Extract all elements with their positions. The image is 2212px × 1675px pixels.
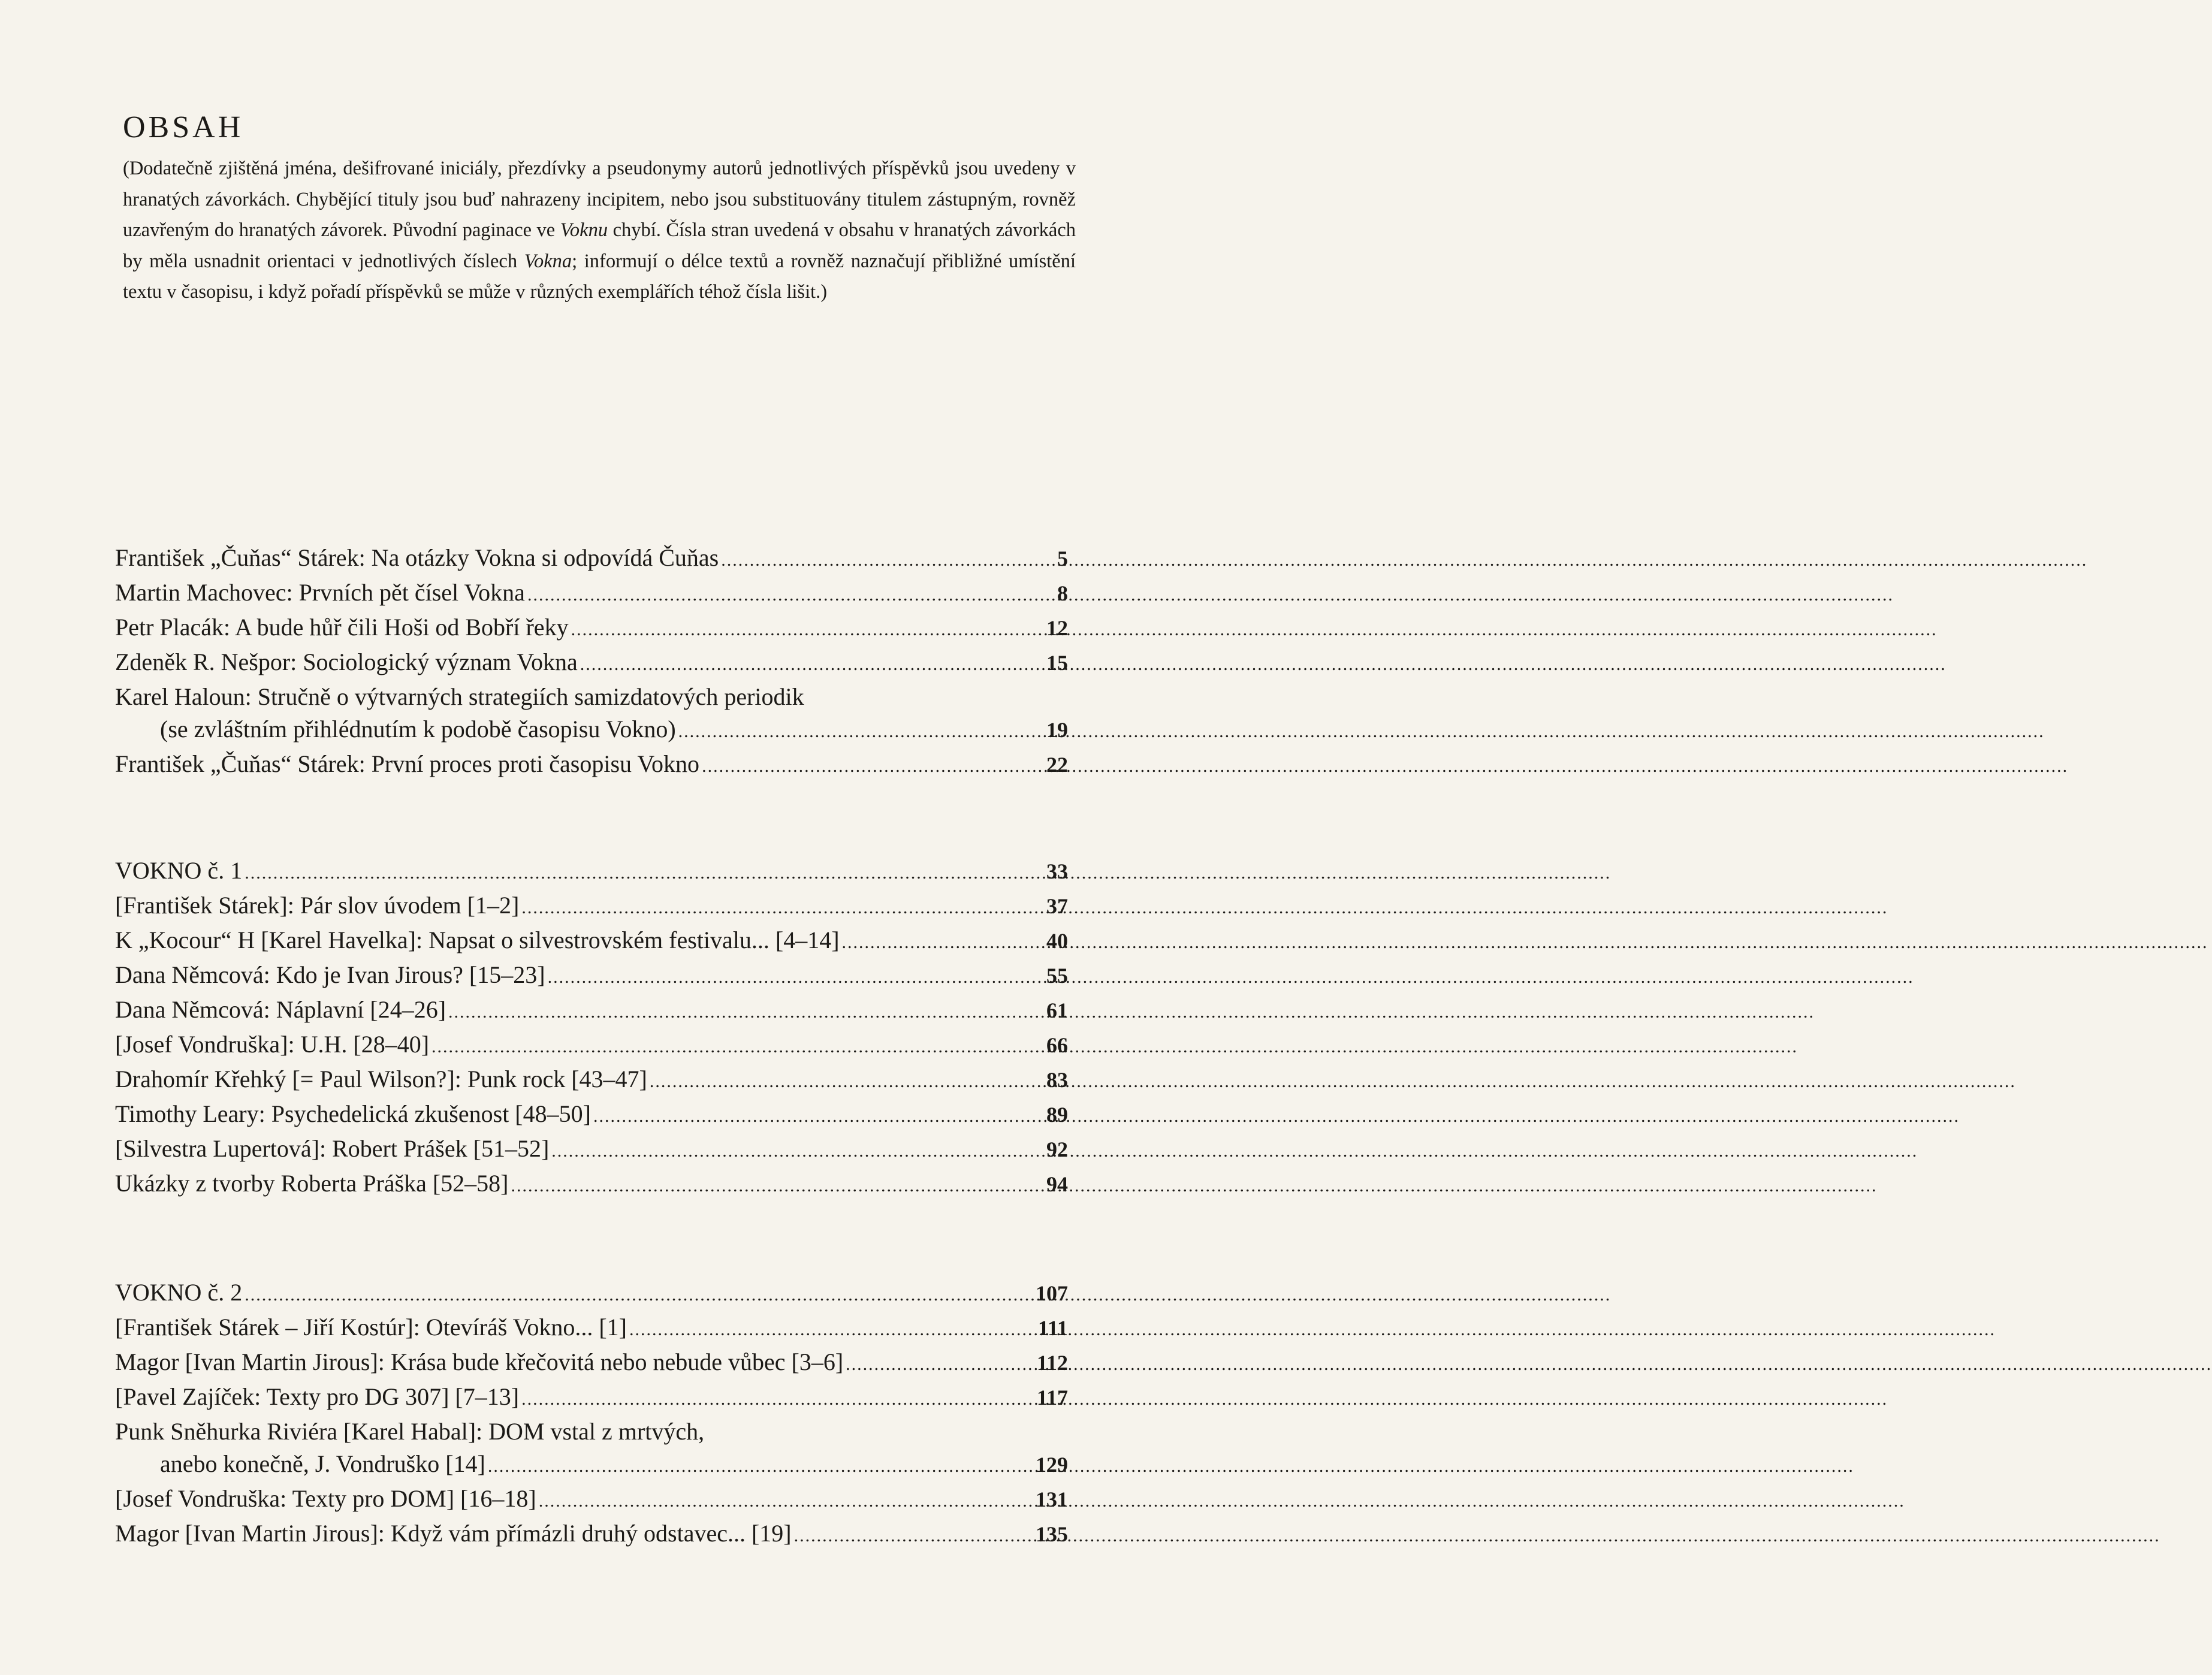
leader-dots (551, 1135, 1044, 1167)
toc-entry[interactable] (115, 924, 1068, 959)
toc-entry-page: 5 (1057, 547, 1068, 571)
section-heading[interactable] (115, 855, 1068, 889)
toc-entry-title: Dana Němcová: Kdo je Ivan Jirous? [15–23] (115, 961, 545, 988)
toc-entry[interactable] (115, 994, 1068, 1028)
toc-entry[interactable] (115, 1028, 1068, 1063)
toc-entry-title: Ukázky z tvorby Roberta Práška [52–58] (115, 1170, 509, 1197)
toc-entry[interactable] (115, 1517, 1068, 1552)
toc-entry-title: Petr Placák: A bude hůř čili Hoši od Bobří řeky (115, 614, 569, 641)
toc-entry-title: [Josef Vondruška: Texty pro DOM] [16–18] (115, 1485, 536, 1512)
editorial-note-italic-1: Voknu (560, 219, 608, 241)
toc-entry-title: Punk Sněhurka Riviéra [Karel Habal]: DOM vstal z mrtvých, (115, 1418, 705, 1445)
toc-entry-page: 55 (1046, 964, 1068, 988)
toc-entry-title: Karel Haloun: Stručně o výtvarných strategiích samizdatových periodik (115, 683, 804, 710)
toc-entry-page: 129 (1036, 1453, 1068, 1477)
section-heading[interactable] (115, 1276, 1068, 1311)
toc-entry[interactable] (115, 1483, 1068, 1517)
toc-entry[interactable] (115, 542, 1068, 577)
toc-entry-title: Magor [Ivan Martin Jirous]: Když vám přímázli druhý odstavec... [19] (115, 1520, 792, 1547)
toc-entry-page: 89 (1046, 1103, 1068, 1127)
toc-entry-title: K „Kocour“ H [Karel Havelka]: Napsat o silvestrovském festivalu... [4–14] (115, 926, 840, 953)
toc-entry[interactable] (115, 1311, 1068, 1346)
toc-entry-page: 131 (1036, 1487, 1068, 1511)
toc-entry-title: [Silvestra Lupertová]: Robert Prášek [51–52] (115, 1135, 550, 1162)
toc-entry-page: 15 (1046, 651, 1068, 675)
leader-dots (842, 926, 1044, 959)
toc-entry-title: Dana Němcová: Náplavní [24–26] (115, 996, 446, 1023)
toc-entry-page: 111 (1037, 1316, 1068, 1340)
toc-entry-page: 94 (1046, 1172, 1068, 1196)
leader-dots (571, 614, 1044, 646)
section-heading-title: VOKNO č. 2 (115, 1279, 243, 1306)
intro-studies-section (115, 542, 1068, 783)
editorial-note-part-2: chybí. Čísla stran uvedená v obsahu v hranatých závorkách by měla usnadnit orientaci v jednotlivých číslech (123, 219, 1076, 272)
toc-entry[interactable] (115, 1098, 1068, 1133)
toc-entry-continuation[interactable] (115, 713, 1068, 748)
toc-entry-page: 22 (1046, 753, 1068, 777)
toc-entry-page: 112 (1036, 1351, 1068, 1375)
leader-dots (511, 1170, 1044, 1202)
toc-entry-title: Magor [Ivan Martin Jirous]: Krása bude křečovitá nebo nebude vůbec [3–6] (115, 1348, 844, 1375)
vokno-1-section (115, 855, 1068, 1202)
toc-entry-page: 135 (1036, 1522, 1068, 1546)
toc-entry-title: [František Stárek]: Pár slov úvodem [1–2] (115, 892, 520, 919)
editorial-note (123, 153, 1076, 308)
editorial-note-italic-2: Vokna (524, 250, 572, 272)
leader-dots (539, 1485, 1033, 1517)
leader-dots (580, 648, 1044, 681)
leader-dots (521, 1383, 1034, 1416)
section-heading-page: 33 (1046, 859, 1068, 883)
editorial-note-part-3: ; informují o délce textů a rovněž naznačují přibližné umístění textu v časopisu, i když pořadí příspěvků se může v různých exemplářích téhož čísla lišit.) (123, 250, 1076, 303)
vokno-2-section (115, 1276, 1068, 1552)
toc-entry-title: Zdeněk R. Nešpor: Sociologický význam Vokna (115, 648, 578, 675)
toc-entry-page: 40 (1046, 929, 1068, 953)
toc-entry-title: [Pavel Zajíček: Texty pro DG 307] [7–13] (115, 1383, 520, 1410)
toc-entry[interactable] (115, 611, 1068, 646)
leader-dots (678, 716, 1044, 748)
leader-dots (527, 579, 1055, 611)
editorial-note-part-1: (Dodatečně zjištěná jména, dešifrované iniciály, přezdívky a pseudonymy autorů jednotlivých příspěvků jsou uvedeny v hranatých závorkách. Chybějící tituly jsou buď nahrazeny incipitem, nebo jsou substituovány titulem zástupným, rovněž uzavřeným do hranatých závorek. Původní paginace ve (123, 158, 1076, 241)
toc-entry[interactable] (115, 1346, 1068, 1381)
leader-dots (245, 1279, 1033, 1311)
toc-entry[interactable] (115, 577, 1068, 611)
toc-entry[interactable] (115, 1381, 1068, 1416)
leader-dots (650, 1066, 1044, 1098)
leader-dots (448, 996, 1044, 1028)
page-title: OBSAH (123, 110, 244, 144)
leader-dots (431, 1031, 1044, 1063)
leader-dots (245, 857, 1044, 889)
leader-dots (548, 961, 1044, 994)
toc-entry[interactable] (115, 889, 1068, 924)
toc-entry[interactable] (115, 646, 1068, 681)
toc-entry-title: [František Stárek – Jiří Kostúr]: Otevíráš Vokno... [1] (115, 1314, 627, 1341)
toc-entry-title: Timothy Leary: Psychedelická zkušenost [48–50] (115, 1100, 591, 1127)
toc-entry-page: 37 (1046, 894, 1068, 918)
leader-dots (846, 1348, 1034, 1381)
toc-entry-title: anebo konečně, J. Vondruško [14] (160, 1450, 485, 1477)
toc-entry-title: František „Čuňas“ Stárek: První proces proti časopisu Vokno (115, 750, 700, 777)
leader-dots (488, 1450, 1033, 1483)
toc-entry-continuation[interactable] (115, 1448, 1068, 1483)
toc-entry-page: 8 (1057, 581, 1068, 605)
section-heading-title: VOKNO č. 1 (115, 857, 243, 884)
toc-entry[interactable] (115, 1133, 1068, 1167)
toc-entry-title: Martin Machovec: Prvních pět čísel Vokna (115, 579, 525, 606)
toc-entry-page: 12 (1046, 616, 1068, 640)
toc-entry-page: 117 (1036, 1386, 1068, 1410)
toc-entry-title: (se zvláštním přihlédnutím k podobě časopisu Vokno) (160, 716, 676, 743)
toc-entry-page: 83 (1046, 1068, 1068, 1092)
leader-dots (702, 750, 1044, 783)
toc-entry-title: [Josef Vondruška]: U.H. [28–40] (115, 1031, 430, 1058)
toc-entry-page: 61 (1046, 998, 1068, 1022)
toc-entry[interactable] (115, 1416, 1068, 1448)
toc-entry[interactable] (115, 959, 1068, 994)
section-heading-page: 107 (1036, 1281, 1068, 1305)
toc-entry-page: 19 (1046, 718, 1068, 742)
leader-dots (629, 1314, 1036, 1346)
toc-entry[interactable] (115, 1167, 1068, 1202)
toc-entry-title: Drahomír Křehký [= Paul Wilson?]: Punk rock [43–47] (115, 1066, 647, 1092)
leader-dots (721, 544, 1055, 577)
toc-entry-title: František „Čuňas“ Stárek: Na otázky Vokna si odpovídá Čuňas (115, 544, 719, 571)
toc-entry-page: 92 (1046, 1137, 1068, 1161)
leader-dots (521, 892, 1044, 924)
leader-dots (794, 1520, 1033, 1552)
leader-dots (593, 1100, 1044, 1133)
toc-entry[interactable] (115, 748, 1068, 783)
toc-entry-page: 66 (1046, 1033, 1068, 1057)
toc-entry[interactable] (115, 681, 1068, 713)
toc-entry[interactable] (115, 1063, 1068, 1098)
